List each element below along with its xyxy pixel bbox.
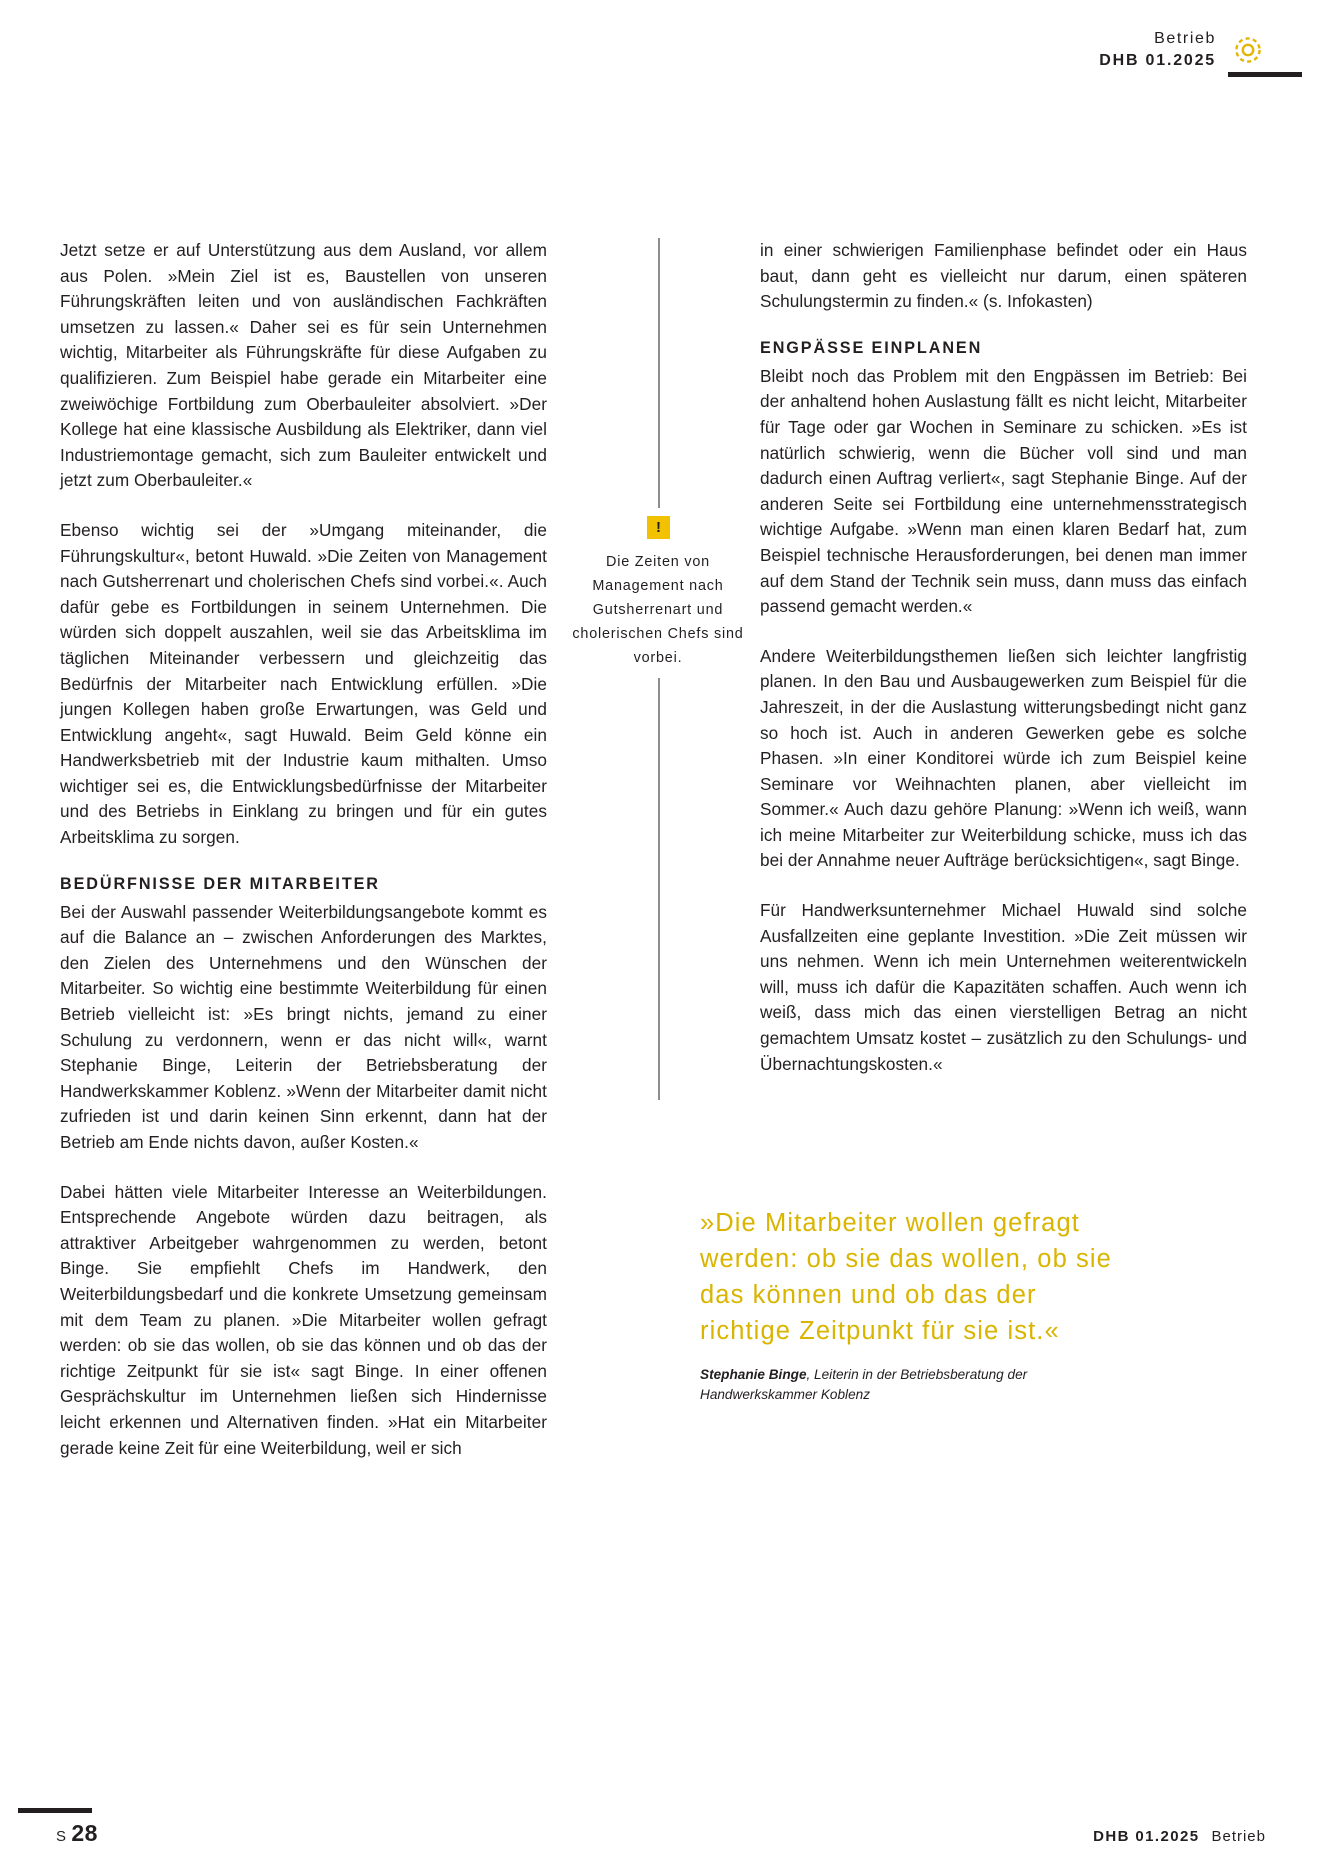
paragraph: Jetzt setze er auf Unterstützung aus dem Ausland, vor allem aus Polen. »Mein Ziel ist es, Baustellen von unseren Führungskräften leiten und von ausländischen Fachkräften umsetzen zu lassen.« Daher sei es für sein Unternehmen wichtig, Mitarbeiter als Führungskräfte für diese Aufgaben zu qualifizieren. Zum Beispiel habe gerade ein Mitarbeiter eine zweiwöchige Fortbildung zum Oberbauleiter absolviert. »Der Kollege hat eine klassische Ausbildung als Elektriker, dann viel Industriemontage gemacht, sich zum Bauleiter entwickelt und jetzt zum Oberbauleiter.« [60,240,547,491]
subheading-engpaesse: ENGPÄSSE EINPLANEN [760,338,983,357]
paragraph: Dabei hätten viele Mitarbeiter Interesse an Weiterbildungen. Entsprechende Angebote würden dazu beitragen, als attraktiver Arbeitgeber wahrgenommen zu werden, betont Binge. Sie empfiehlt Chefs im Handwerk, den Weiterbildungsbedarf und die konkrete Umsetzung gemeinsam mit dem Team zu planen. »Die Mitarbeiter wollen gefragt werden: ob sie das wollen, ob sie das können und ob das der richtige Zeitpunkt für sie ist« sagt Binge. In einer offenen Gesprächskultur im Unternehmen ließen sich Hindernisse leicht erkennen und Alternativen finden. »Hat ein Mitarbeiter gerade keine Zeit für eine Weiterbildung, weil er sich [60,1181,547,1458]
left-column [60,238,547,1461]
right-column [760,238,1247,1077]
pullquote-author: Stephanie Binge [700,1367,807,1382]
pullquote-role: , Leiterin in der Betriebsberatung der Handwerkskammer Koblenz [700,1367,1028,1402]
header-texts [1099,28,1216,71]
header-section: Betrieb [1154,30,1216,47]
gear-icon [1230,32,1266,68]
center-pullquote-text: Die Zeiten von Management nach Gutsherrenart und cholerischen Chefs sind vorbei. [572,554,744,666]
vertical-rule-top [658,238,660,508]
footer-page-number: 28 [71,1820,98,1846]
pullquote-text: »Die Mitarbeiter wollen gefragt werden: ob sie das wollen, ob sie das können und ob das der richtige Zeitpunkt für sie ist.« [700,1209,1112,1345]
exclamation-icon: ! [647,516,670,539]
footer-page [56,1820,98,1847]
footer-meta [1093,1828,1266,1845]
paragraph: Bei der Auswahl passender Weiterbildungsangebote kommt es auf die Balance an – zwischen Anforderungen des Marktes, den Zielen des Unternehmens und den Wünschen der Mitarbeiter. So wichtig eine bestimmte Weiterbildung für einen Betrieb vielleicht ist: »Es bringt nichts, jemand zu einer Schulung zu verdonnern, wenn er das nicht will«, warnt Stephanie Binge, Leiterin der Betriebsberatung der Handwerkskammer Koblenz. »Wenn der Mitarbeiter damit nicht zufrieden ist und darin keinen Sinn erkennt, dann hat der Betrieb am Ende nichts davon, außer Kosten.« [60,901,547,1152]
header-issue: DHB 01.2025 [1099,51,1216,69]
paragraph: Für Handwerksunternehmer Michael Huwald sind solche Ausfallzeiten eine geplante Investition. »Die Zeit müssen wir uns nehmen. Wenn ich mein Unternehmen weiterentwickeln will, muss ich dafür die Kapazitäten schaffen. Auch wenn ich weiß, dass mich das einen vierstelligen Betrag an nicht gemachtem Umsatz kostet – zusätzlich zu den Schulungs- und Übernachtungskosten.« [760,900,1247,1074]
page-header [1099,28,1266,71]
paragraph: Ebenso wichtig sei der »Umgang miteinander, die Führungskultur«, betont Huwald. »Die Zeiten von Management nach Gutsherrenart und cholerischen Chefs sind vorbei.«. Auch dafür gebe es Fortbildungen in seinem Unternehmen. Die würden sich doppelt auszahlen, weil sie das Arbeitsklima im täglichen Miteinander verbessern und gleichzeitig das Bedürfnis der Mitarbeiter nach Entwicklung erfüllen. »Die jungen Kollegen haben große Erwartungen, was Geld und Entwicklung angeht«, sagt Huwald. Beim Geld könne ein Handwerksbetrieb mit der Industrie kaum mithalten. Umso wichtiger sei es, die Entwicklungsbedürfnisse der Mitarbeiter und des Betriebs in Einklang zu bringen und für ein gutes Arbeitsklima zu sorgen. [60,519,547,848]
pullquote-attribution [700,1365,1120,1405]
paragraph: in einer schwierigen Familienphase befindet oder ein Haus baut, dann geht es vielleicht nur darum, einen späteren Schulungstermin zu finden.« (s. Infokasten) [760,240,1247,312]
paragraph: Andere Weiterbildungsthemen ließen sich leichter langfristig planen. In den Bau und Ausbaugewerken zum Beispiel für die Jahreszeit, in der die Auslastung witterungsbedingt nicht ganz so hoch ist. Auch in anderen Gewerken gebe es solche Phasen. »In einer Konditorei würde ich zum Beispiel keine Seminare vor Weihnachten planen, aber vielleicht im Sommer.« Auch dazu gehöre Planung: »Wenn ich weiß, wann ich meine Mitarbeiter zur Weiterbildung schicke, muss ich das bei der Annahme neuer Aufträge berücksichtigen«, sagt Binge. [760,645,1247,871]
footer-section: Betrieb [1211,1828,1266,1845]
footer-issue: DHB 01.2025 [1093,1828,1200,1845]
pullquote-block [700,1205,1120,1405]
paragraph: Bleibt noch das Problem mit den Engpässen im Betrieb: Bei der anhaltend hohen Auslastung fällt es nicht leicht, Mitarbeiter für Tage oder gar Wochen in Seminare zu schicken. »Es ist natürlich schwierig, wenn die Bücher voll sind und man dadurch einen Auftrag verliert«, sagt Stephanie Binge. Auf der anderen Seite sei Fortbildung eine unternehmensstrategisch wichtige Aufgabe. »Wenn man einen klaren Bedarf hat, zum Beispiel technische Herausforderungen, bei denen man immer auf dem Stand der Technik sein muss, dann muss das einfach passend gemacht werden.« [760,365,1247,617]
subheading-beduerfnisse: BEDÜRFNISSE DER MITARBEITER [60,874,380,893]
header-rule [1228,72,1302,77]
footer-page-prefix: S [56,1828,67,1845]
vertical-rule-bottom [658,678,660,1100]
footer-rule [18,1808,92,1813]
